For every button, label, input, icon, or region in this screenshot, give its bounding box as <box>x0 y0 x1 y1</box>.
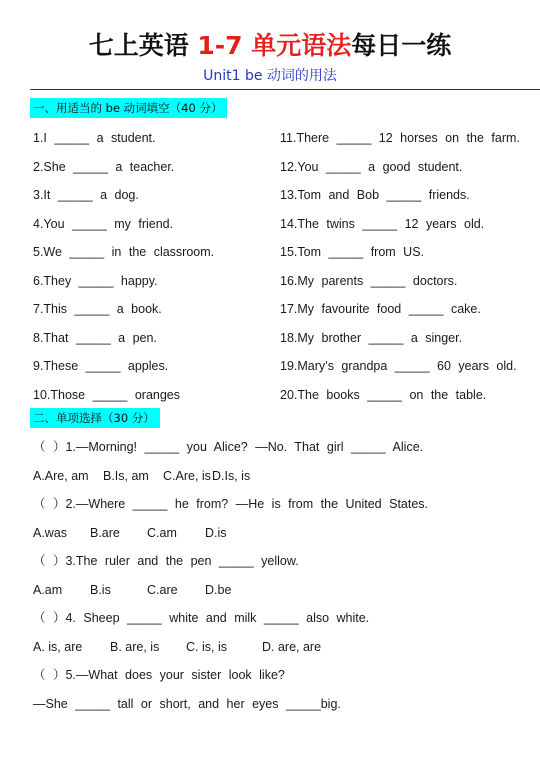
fill-blank-item: 16.My parents _____ doctors. <box>280 273 458 288</box>
fill-blank-item: 11.There _____ 12 horses on the farm. <box>280 131 520 145</box>
fill-blank-item: 3.It _____ a dog. <box>33 188 139 202</box>
header-divider <box>30 89 540 90</box>
fill-blank-item: 6.They _____ happy. <box>33 273 158 288</box>
option-b: B.Is, am <box>103 468 149 483</box>
option-d: D. are, are <box>262 639 322 654</box>
question-options <box>33 519 428 548</box>
title-prefix: 七上英语 <box>88 31 198 60</box>
question-continuation: —She _____ tall or short, and her eyes _____big. <box>33 696 341 711</box>
fill-blank-item: 17.My favourite food _____ cake. <box>280 302 481 316</box>
option-a: A.Are, am <box>33 468 89 483</box>
question-stem: （ ）2.—Where _____ he from? —He is from the United States. <box>33 497 429 511</box>
question-options <box>33 633 428 662</box>
fill-blank-item: 10.Those _____ oranges <box>33 387 180 402</box>
option-a: A.am <box>33 582 63 597</box>
question-stem: （ ）5.—What does your sister look like? <box>33 668 285 682</box>
option-a: A.was <box>33 525 68 540</box>
fill-blank-item: 14.The twins _____ 12 years old. <box>280 216 485 231</box>
fill-blank-item: 1.I _____ a student. <box>33 131 156 145</box>
option-b: B.are <box>90 525 120 540</box>
option-c: C.Are, is <box>163 468 211 483</box>
section1-right-column <box>280 124 520 409</box>
fill-blank-item: 18.My brother _____ a singer. <box>280 330 463 345</box>
fill-blank-item: 20.The books _____ on the table. <box>280 387 487 402</box>
fill-blank-item: 5.We _____ in the classroom. <box>33 245 215 259</box>
question-options <box>33 576 428 605</box>
section2-heading: 二、单项选择（30 分） <box>30 408 160 428</box>
question-stem: （ ）1.—Morning! _____ you Alice? —No. That girl _____ Alice. <box>33 440 424 454</box>
option-a: A. is, are <box>33 639 83 654</box>
fill-blank-item: 8.That _____ a pen. <box>33 330 157 345</box>
question-stem: （ ）4. Sheep _____ white and milk _____ also white. <box>33 611 370 625</box>
option-b: B.is <box>90 582 111 597</box>
option-c: C.am <box>147 525 177 540</box>
worksheet-title <box>0 29 540 63</box>
fill-blank-item: 12.You _____ a good student. <box>280 159 463 174</box>
option-d: D.Is, is <box>212 468 251 483</box>
worksheet-subtitle: Unit1 be 动词的用法 <box>203 68 337 84</box>
option-d: D.be <box>205 582 232 597</box>
fill-blank-item: 15.Tom _____ from US. <box>280 245 425 259</box>
title-suffix: 每日一练 <box>351 31 452 60</box>
fill-blank-item: 13.Tom and Bob _____ friends. <box>280 188 470 202</box>
section2-questions <box>33 433 428 718</box>
option-b: B. are, is <box>110 639 160 654</box>
option-d: D.is <box>205 525 227 540</box>
title-highlight: 1-7 单元语法 <box>197 31 352 60</box>
section1-heading: 一、用适当的 be 动词填空（40 分） <box>30 98 227 118</box>
option-c: C. is, is <box>186 639 227 654</box>
fill-blank-item: 4.You _____ my friend. <box>33 216 174 231</box>
option-c: C.are <box>147 582 178 597</box>
fill-blank-item: 7.This _____ a book. <box>33 302 162 316</box>
question-options <box>33 462 428 491</box>
fill-blank-item: 9.These _____ apples. <box>33 359 169 373</box>
fill-blank-item: 2.She _____ a teacher. <box>33 159 175 174</box>
question-stem: （ ）3.The ruler and the pen _____ yellow. <box>33 554 299 568</box>
section1-left-column <box>33 124 214 409</box>
fill-blank-item: 19.Mary’s grandpa _____ 60 years old. <box>280 359 517 373</box>
